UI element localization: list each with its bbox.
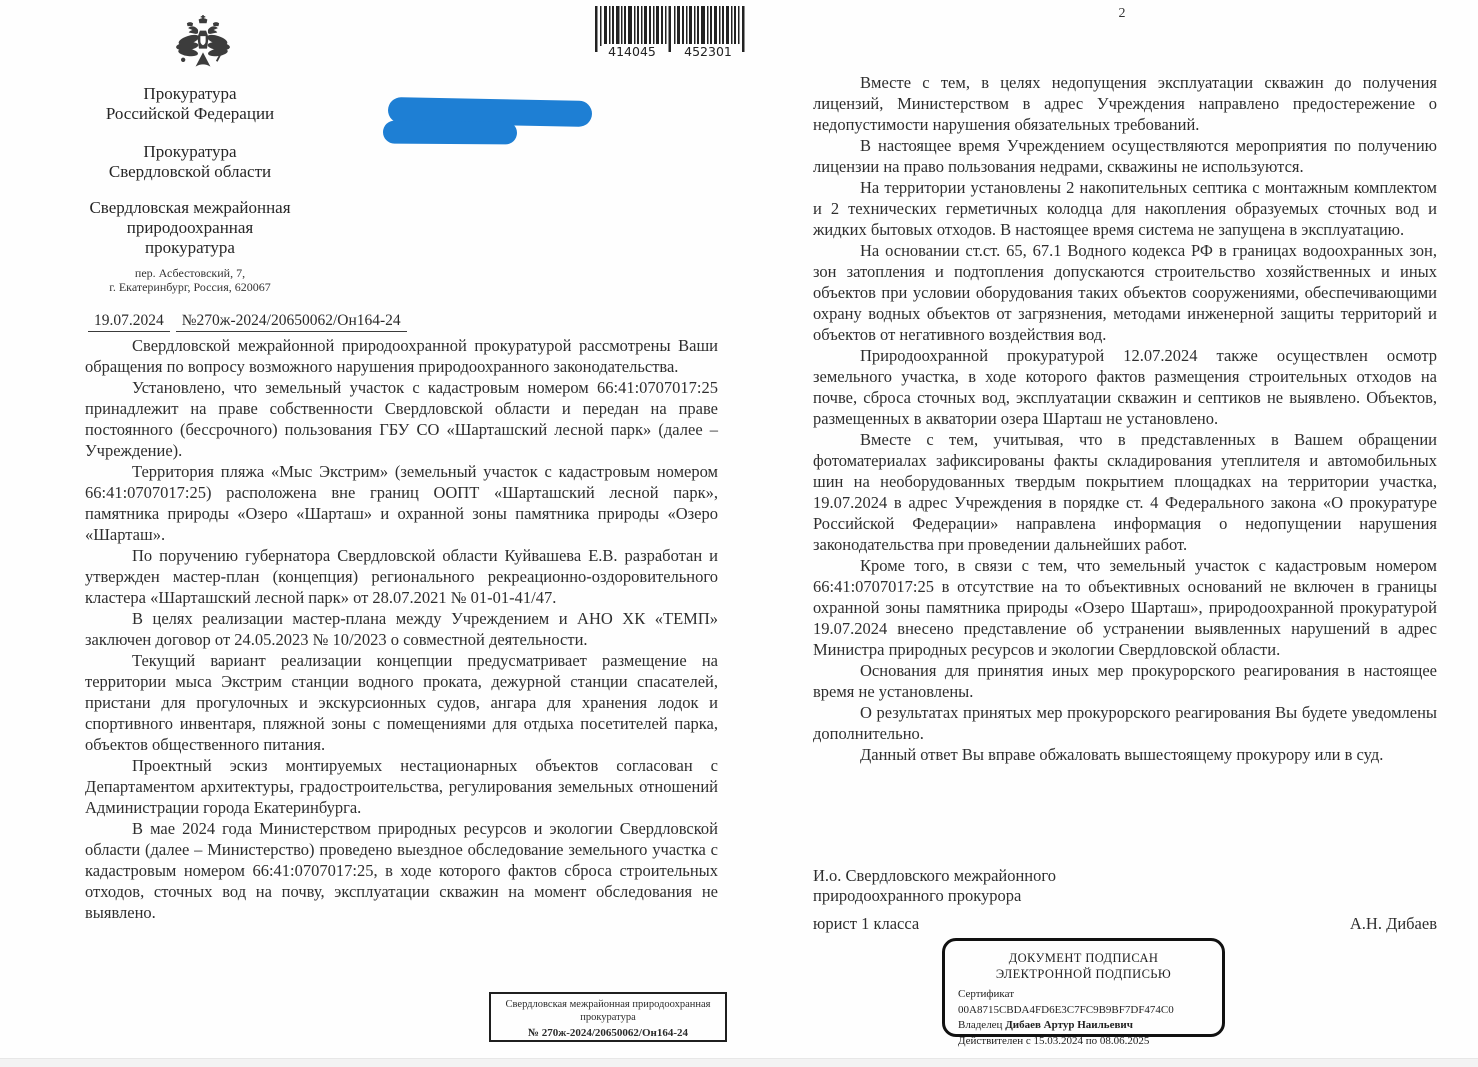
signoff-rank: юрист 1 класса [813, 914, 920, 933]
letterhead [58, 84, 322, 294]
scan-edge-strip [0, 1058, 1478, 1067]
paragraph: Кроме того, в связи с тем, что земельный участок с кадастровым номером 66:41:0707017:25 в отсутствие на то объективных оснований не включен в границы охранной зоны памятника природы «Озеро Шарташ», природоохранной прокуратурой 19.07.2024 внесено представление об устранении выявленных нарушений в адрес Министра природных ресурсов и экологии Свердловской области. [813, 556, 1437, 659]
paragraph: Свердловской межрайонной природоохранной прокуратурой рассмотрены Ваши обращения по вопросу возможного нарушения природоохранного законодательства. [85, 336, 718, 376]
letterhead-address-line1: пер. Асбестовский, 7, [134, 266, 246, 280]
esign-certificate-value: 00A8715CBDA4FD6E3C7FC9B9BF7DF474C0 [958, 1003, 1174, 1016]
page1-body [85, 335, 718, 923]
barcode [594, 4, 746, 60]
paragraph: На территории установлены 2 накопительных септика с монтажным комплектом и 2 технических герметичных колодца для накопления образуемых сточных вод и жидких бытовых отходов. В настоящее время система не запущена в эксплуатацию. [813, 178, 1437, 239]
paragraph: В настоящее время Учреждением осуществляются мероприятия по получению лицензии на право пользования недрами, скважины не используются. [813, 136, 1437, 176]
redaction-marker-bottom [383, 121, 517, 145]
reference-line [88, 312, 407, 330]
paragraph: Территория пляжа «Мыс Экстрим» (земельный участок с кадастровым номером 66:41:0707017:25) расположена вне границ ООПТ «Шарташский лесной парк», памятника природы «Озеро «Шарташ» и охранной зоны памятника природы «Озеро «Шарташ». [85, 462, 718, 544]
signoff-position [813, 866, 1056, 906]
paragraph: Природоохранной прокуратурой 12.07.2024 также осуществлен осмотр земельного участка, в ходе которого фактов размещения строительных отходов на почве, сброса сточных вод, эксплуатации скважин и септиков не выявлено. Объектов, размещенных в акватории озера Шарташ не установлено. [813, 346, 1437, 428]
paragraph: По поручению губернатора Свердловской области Куйвашева Е.В. разработан и утвержден мастер-план (концепция) регионального рекреационно-оздоровительного кластера «Шарташский лесной парк» от 28.07.2021 № 01-01-41/47. [85, 546, 718, 607]
registration-stamp-org-line1: Свердловская межрайонная природоохранная [505, 999, 711, 1010]
russian-coat-of-arms-icon [172, 14, 234, 82]
esign-title-line1: ДОКУМЕНТ ПОДПИСАН [1008, 951, 1159, 965]
paragraph: Вместе с тем, в целях недопущения эксплуатации скважин до получения лицензий, Министерством в адрес Учреждения направлено предостережение о недопустимости нарушения обязательных требований. [813, 73, 1437, 134]
registration-stamp [489, 992, 727, 1042]
letterhead-org-name-line2: природоохранная [126, 218, 254, 237]
esign-owner-value: Дибаев Артур Наильевич [1005, 1019, 1133, 1031]
letterhead-org-region-line1: Прокуратура [143, 142, 237, 161]
barcode-number-group1: 414045 [608, 44, 656, 59]
page-number: 2 [1118, 6, 1126, 21]
reference-number: №270ж-2024/20650062/Он164-24 [176, 312, 407, 332]
esign-owner-line [958, 1018, 1222, 1034]
signoff-name: А.Н. Дибаев [1349, 914, 1437, 933]
paragraph: Установлено, что земельный участок с кадастровым номером 66:41:0707017:25 принадлежит на праве собственности Свердловской области и передан на праве постоянного (бессрочного) пользования ГБУ СО «Шарташский лесной парк» (далее – Учреждение). [85, 378, 718, 460]
registration-stamp-org-line2: прокуратура [580, 1011, 636, 1023]
esign-title-line2: ЭЛЕКТРОННОЙ ПОДПИСЬЮ [995, 967, 1172, 981]
barcode-number-group2: 452301 [684, 44, 732, 59]
paragraph: В мае 2024 года Министерством природных ресурсов и экологии Свердловской области (далее – Министерство) проведено выездное обследование земельного участка с кадастровым номером 66:41:0707017:25, в ходе которого фактов сброса строительных отходов, сточных вод на почву, эксплуатации скважин на момент обследования не выявлено. [85, 819, 718, 922]
electronic-signature-stamp [942, 938, 1225, 1047]
page2-body [813, 72, 1437, 765]
esign-certificate-label: Сертификат [958, 988, 1014, 1000]
paragraph: Основания для принятия иных мер прокурорского реагирования в настоящее время не установлены. [813, 661, 1437, 701]
paragraph: Проектный эскиз монтируемых нестационарных объектов согласован с Департаментом архитектуры, градостроительства, регулирования земельных отношений Администрации города Екатеринбурга. [85, 756, 718, 817]
esign-certificate-line [958, 987, 1222, 1018]
signoff-position-line1: И.о. Свердловского межрайонного [813, 866, 1056, 885]
letterhead-org-name-line1: Свердловская межрайонная [89, 198, 291, 217]
letterhead-org-name-line3: прокуратура [145, 238, 235, 257]
esign-validity-line: Действителен с 15.03.2024 по 08.06.2025 [958, 1034, 1150, 1047]
paragraph: Текущий вариант реализации концепции предусматривает размещение на территории мыса Экстрим станции водного проката, дежурной станции спасателей, пристани для прогулочных и экскурсионных судов, ангара для хранения лодок и спортивного инвентаря, пляжной зоны с помещениями для отдыха посетителей парка, объектов общественного питания. [85, 651, 718, 754]
paragraph: На основании ст.ст. 65, 67.1 Водного кодекса РФ в границах водоохранных зон, зон затопления и подтопления допускаются строительство хозяйственных и иных объектов при условии оборудования таких объектов сооружениями, обеспечивающими охрану водных объектов от загрязнения, методами инженерной защиты территорий и объектов от негативного воздействия вод. [813, 241, 1437, 344]
esign-owner-label: Владелец [958, 1019, 1003, 1031]
paragraph: Вместе с тем, учитывая, что в представленных в Вашем обращении фотоматериалах зафиксированы факты складирования утеплителя и автомобильных шин на необорудованных твердым покрытием площадках на территории участка, 19.07.2024 в адрес Учреждения в порядке ст. 4 Федерального закона «О прокуратуре Российской Федерации» направлена информация о недопущении нарушения законодательства при проведении дальнейших работ. [813, 430, 1437, 554]
letterhead-org-region-line2: Свердловской области [108, 162, 272, 181]
letterhead-org-federation-line1: Прокуратура [143, 84, 237, 103]
letterhead-address-line2: г. Екатеринбург, Россия, 620067 [109, 280, 271, 294]
paragraph: О результатах принятых мер прокурорского реагирования Вы будете уведомлены дополнительно. [813, 703, 1437, 743]
paragraph: Данный ответ Вы вправе обжаловать вышестоящему прокурору или в суд. [860, 745, 1384, 764]
signoff-position-line2: природоохранного прокурора [813, 886, 1022, 905]
reference-date: 19.07.2024 [88, 312, 170, 332]
letterhead-org-federation-line2: Российской Федерации [105, 104, 275, 123]
registration-stamp-number: № 270ж-2024/20650062/Он164-24 [527, 1027, 689, 1039]
paragraph: В целях реализации мастер-плана между Учреждением и АНО ХК «ТЕМП» заключен договор от 24.05.2023 № 10/2023 о совместной деятельности. [85, 609, 718, 649]
